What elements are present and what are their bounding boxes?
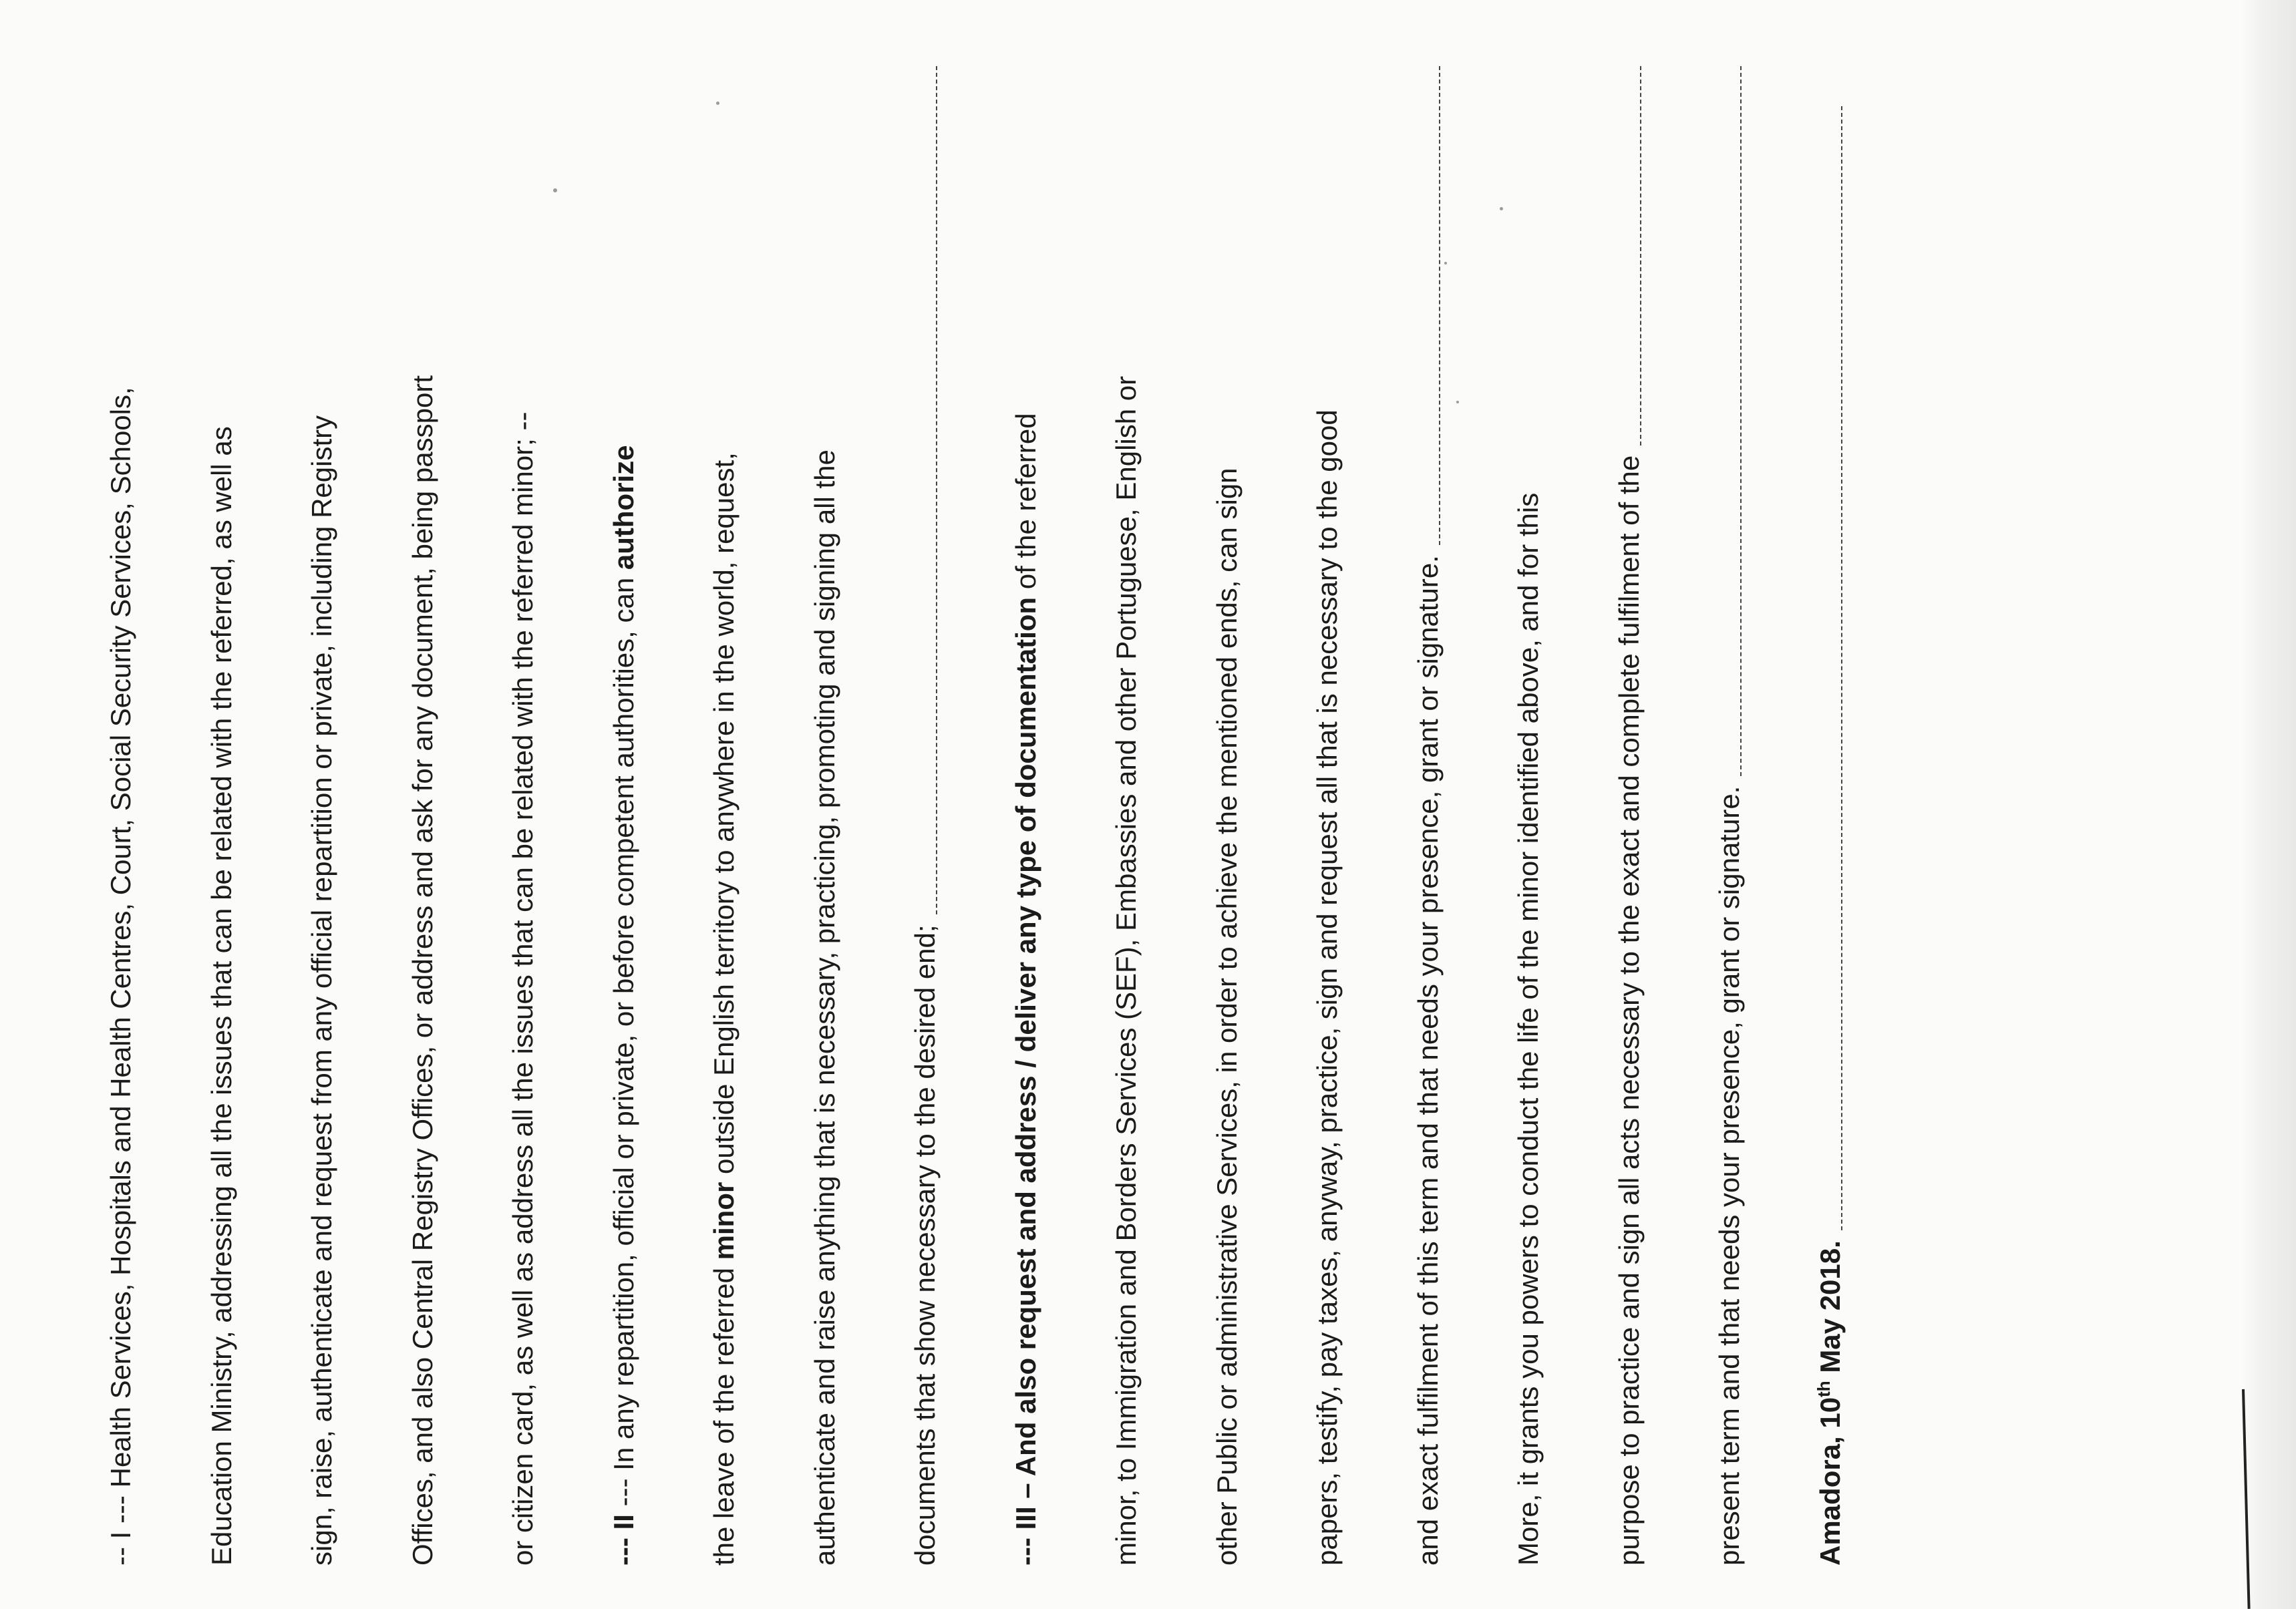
text: Offices, and also Central Registry Offices, or address and ask for any document, being passport xyxy=(406,375,438,1566)
document-line xyxy=(1411,555,1446,1566)
document-line xyxy=(1009,413,1043,1566)
text: minor, to Immigration and Borders Services (SEF), Embassies and other Portuguese, English or xyxy=(1110,375,1142,1566)
text: papers, testify, pay taxes, anyway, practice, sign and request all that is necessary to the good xyxy=(1311,409,1343,1566)
scan-edge xyxy=(2241,0,2296,1609)
document-line xyxy=(1109,376,1144,1566)
text: sign, raise, authenticate and request from any official repartition or private, including Registry xyxy=(306,415,337,1566)
bold-text: authorize xyxy=(607,445,639,570)
document-line xyxy=(506,412,540,1566)
text: other Public or administrative Services, in order to achieve the mentioned ends, can sign xyxy=(1210,468,1243,1566)
signoff-line xyxy=(1813,1240,1848,1566)
text: documents that show necessary to the desired end; xyxy=(909,924,941,1566)
signoff-place-date xyxy=(1814,1240,1846,1566)
bold-text: minor xyxy=(708,1182,740,1260)
text: -- I --- Health Services, Hospitals and Health Centres, Court, Social Security Services, Schools, xyxy=(105,387,136,1566)
document-line xyxy=(1511,493,1546,1566)
document-line xyxy=(1310,409,1345,1566)
text: Education Ministry, addressing all the issues that can be related with the referred, as well as xyxy=(205,426,237,1566)
text: --- In any repartition, official or private, or before competent authorities, can xyxy=(607,570,639,1515)
document-line xyxy=(305,415,339,1566)
text: More, it grants you powers to conduct the life of the minor identified above, and for this xyxy=(1512,492,1544,1566)
signoff-date: May 2018. xyxy=(1814,1240,1846,1381)
text: or citizen card, as well as address all the issues that can be related with the referred minor; -- xyxy=(507,411,538,1566)
document-line xyxy=(808,450,842,1566)
fill-dashes xyxy=(1640,66,1641,445)
fill-dashes xyxy=(1841,106,1842,1230)
document-line xyxy=(405,375,440,1566)
text: present term and that needs your presence, grant or signature. xyxy=(1713,785,1745,1566)
document-line xyxy=(104,387,138,1566)
bold-text: --- III – And also request and address / deliver any type of documentation xyxy=(1009,596,1041,1566)
text: of the referred xyxy=(1009,413,1041,597)
document-line xyxy=(707,452,742,1566)
signoff-place: Amadora, 10 xyxy=(1814,1397,1846,1566)
text: authenticate and raise anything that is necessary, practicing, promoting and signing all the xyxy=(808,450,840,1566)
dust-speck xyxy=(553,188,557,192)
fill-dashes xyxy=(1740,66,1742,776)
document-line xyxy=(1712,786,1747,1566)
document-line xyxy=(1210,468,1245,1566)
text: and exact fulfilment of this term and that needs your presence, grant or signature. xyxy=(1412,555,1444,1566)
text: the leave of the referred xyxy=(708,1260,740,1566)
text: purpose to practice and sign all acts necessary to the exact and complete fulfilment of the xyxy=(1613,455,1645,1566)
dust-speck xyxy=(1456,401,1459,403)
dust-speck xyxy=(1500,207,1503,210)
document-line xyxy=(607,445,641,1566)
document-line xyxy=(1612,456,1647,1566)
dust-speck xyxy=(716,102,719,105)
document-line xyxy=(908,924,943,1566)
fill-dashes xyxy=(936,66,937,914)
document-line xyxy=(204,426,239,1566)
dust-speck xyxy=(1444,262,1447,264)
bold-text: --- II xyxy=(607,1514,639,1566)
text: outside English territory to anywhere in the world, request, xyxy=(708,452,740,1182)
signoff-ordinal: th xyxy=(1813,1381,1834,1397)
fill-dashes xyxy=(1439,66,1440,545)
